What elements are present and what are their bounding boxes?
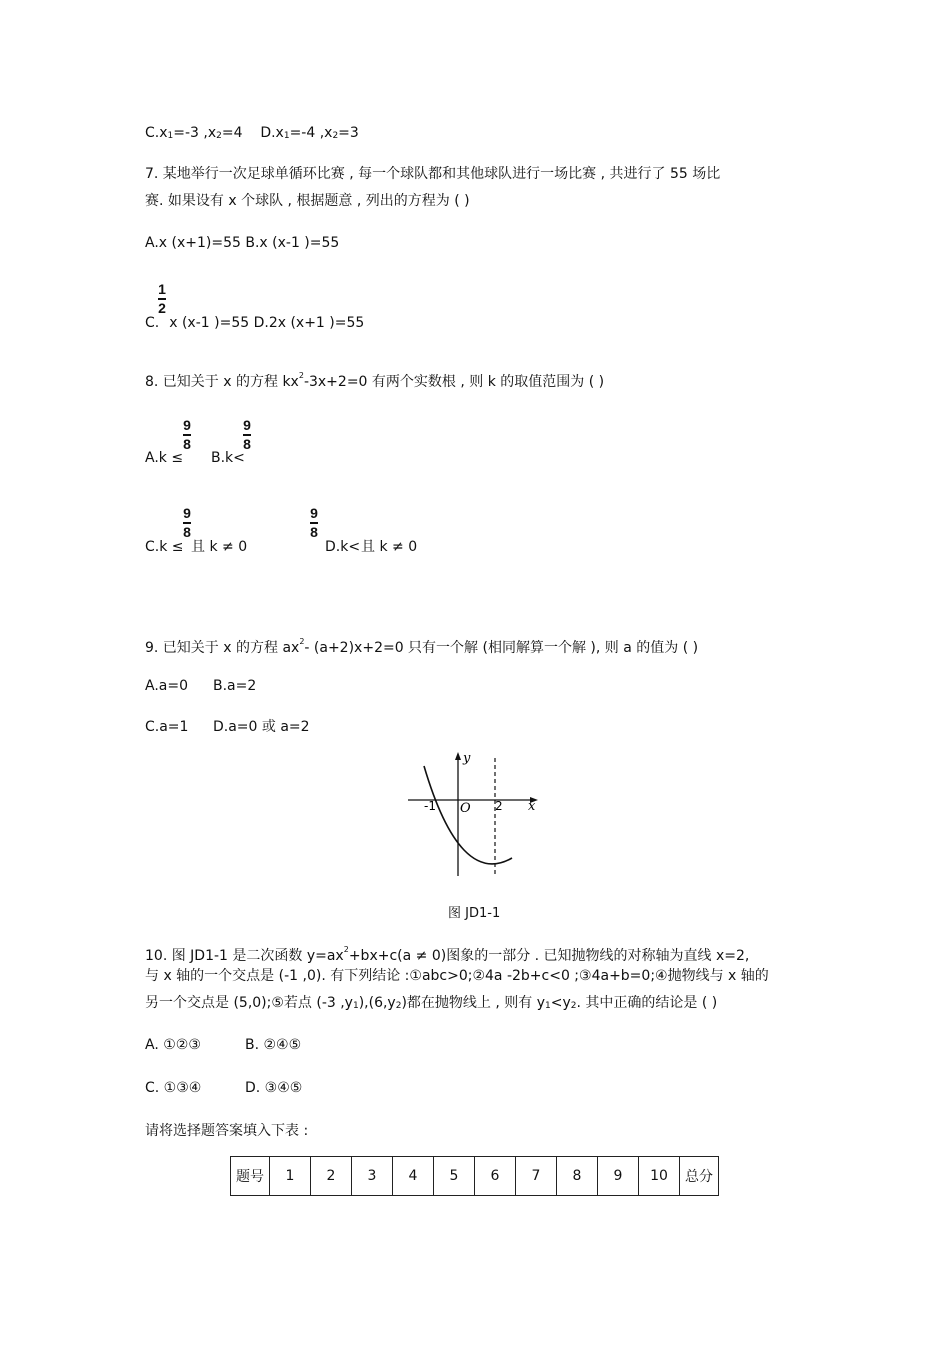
- y-axis-arrow-icon: [455, 752, 461, 760]
- table-cell-q3[interactable]: 3: [352, 1157, 393, 1196]
- q8-fraction-c: 9 8: [183, 505, 191, 540]
- q7-stem-line2: 赛. 如果设有 x 个球队 , 根据题意 , 列出的方程为 ( ): [145, 193, 470, 209]
- q10-stem-line2: 与 x 轴的一个交点是 (-1 ,0). 有下列结论 :①abc>0;②4a -2b+c<0 ;③4a+b=0;④抛物线与 x 轴的: [145, 968, 769, 984]
- label-x: x: [528, 799, 536, 814]
- table-cell-q6[interactable]: 6: [475, 1157, 516, 1196]
- q8-stem: 8. 已知关于 x 的方程 $kx^2-3x+2=0$ 有两个实数根 , 则 k 的取值范围为 ( ): [145, 371, 605, 390]
- q8-options-cd: C.k ≤ 且 k ≠ 0 D.k<且 k ≠ 0: [145, 539, 418, 555]
- q7-stem-line1: 7. 某地举行一次足球单循环比赛 , 每一个球队都和其他球队进行一场比赛 , 共进行了 55 场比: [145, 166, 721, 182]
- q10-stem-line3: 另一个交点是 (5,0);⑤若点 (-3 $,y_1),(6,y_2)$都在抛物线上 , 则有 $y_1<y_2$. 其中正确的结论是 ( ): [145, 995, 718, 1011]
- fraction-numerator: 1: [158, 281, 166, 297]
- table-cell-q10[interactable]: 10: [639, 1157, 680, 1196]
- label-two: 2: [495, 799, 503, 813]
- parabola-figure: [400, 748, 545, 880]
- table-cell-q5[interactable]: 5: [434, 1157, 475, 1196]
- q7-options-cd: C. x (x-1 )=55 D.2x (x+1 )=55: [145, 315, 365, 331]
- fraction-denominator: 2: [158, 300, 166, 316]
- label-origin: O: [460, 801, 471, 816]
- table-cell-header: 题号: [231, 1157, 270, 1196]
- q9-stem: 9. 已知关于 x 的方程 $ax^2-$ (a+2)x+2=0 只有一个解 (相同解算一个解 ), 则 a 的值为 ( ): [145, 637, 699, 656]
- label-y: y: [463, 751, 471, 766]
- label-neg-one: -1: [424, 799, 436, 813]
- q8-fraction-d: 9 8: [310, 505, 318, 540]
- table-cell-q1[interactable]: 1: [270, 1157, 311, 1196]
- table-cell-q4[interactable]: 4: [393, 1157, 434, 1196]
- q10-options-cd: C. ①③④ D. ③④⑤: [145, 1080, 303, 1096]
- table-cell-total[interactable]: 总分: [680, 1157, 719, 1196]
- q10-stem-line1: 10. 图 JD1-1 是二次函数 $y=ax^2+bx+c(a \ne 0)$图象的一部分 . 已知抛物线的对称轴为直线 x=2,: [145, 945, 750, 964]
- answer-instruction: 请将选择题答案填入下表 :: [145, 1123, 309, 1139]
- q10-options-ab: A. ①②③ B. ②④⑤: [145, 1037, 302, 1053]
- q7-options-ab: A.x (x+1)=55 B.x (x-1 )=55: [145, 235, 340, 251]
- table-cell-q9[interactable]: 9: [598, 1157, 639, 1196]
- answer-table: [230, 1156, 719, 1196]
- q8-options-ab: A.k ≤ B.k<: [145, 450, 245, 466]
- q8-fraction-a: 9 8: [183, 417, 191, 452]
- table-cell-q2[interactable]: 2: [311, 1157, 352, 1196]
- table-cell-q7[interactable]: 7: [516, 1157, 557, 1196]
- q7-fraction-half: [158, 282, 166, 316]
- q6-options: $C.x_1=-3$ $,x_2=4$ $D.x_1=-4$ $,x_2=3$: [145, 125, 359, 141]
- table-row: [231, 1157, 719, 1196]
- figure-caption: 图 JD1-1: [448, 906, 501, 921]
- q8-fraction-b: 9 8: [243, 417, 251, 452]
- q9-options-cd: C.a=1 D.a=0 或 a=2: [145, 719, 310, 735]
- q9-options-ab: A.a=0 B.a=2: [145, 678, 257, 694]
- table-cell-q8[interactable]: 8: [557, 1157, 598, 1196]
